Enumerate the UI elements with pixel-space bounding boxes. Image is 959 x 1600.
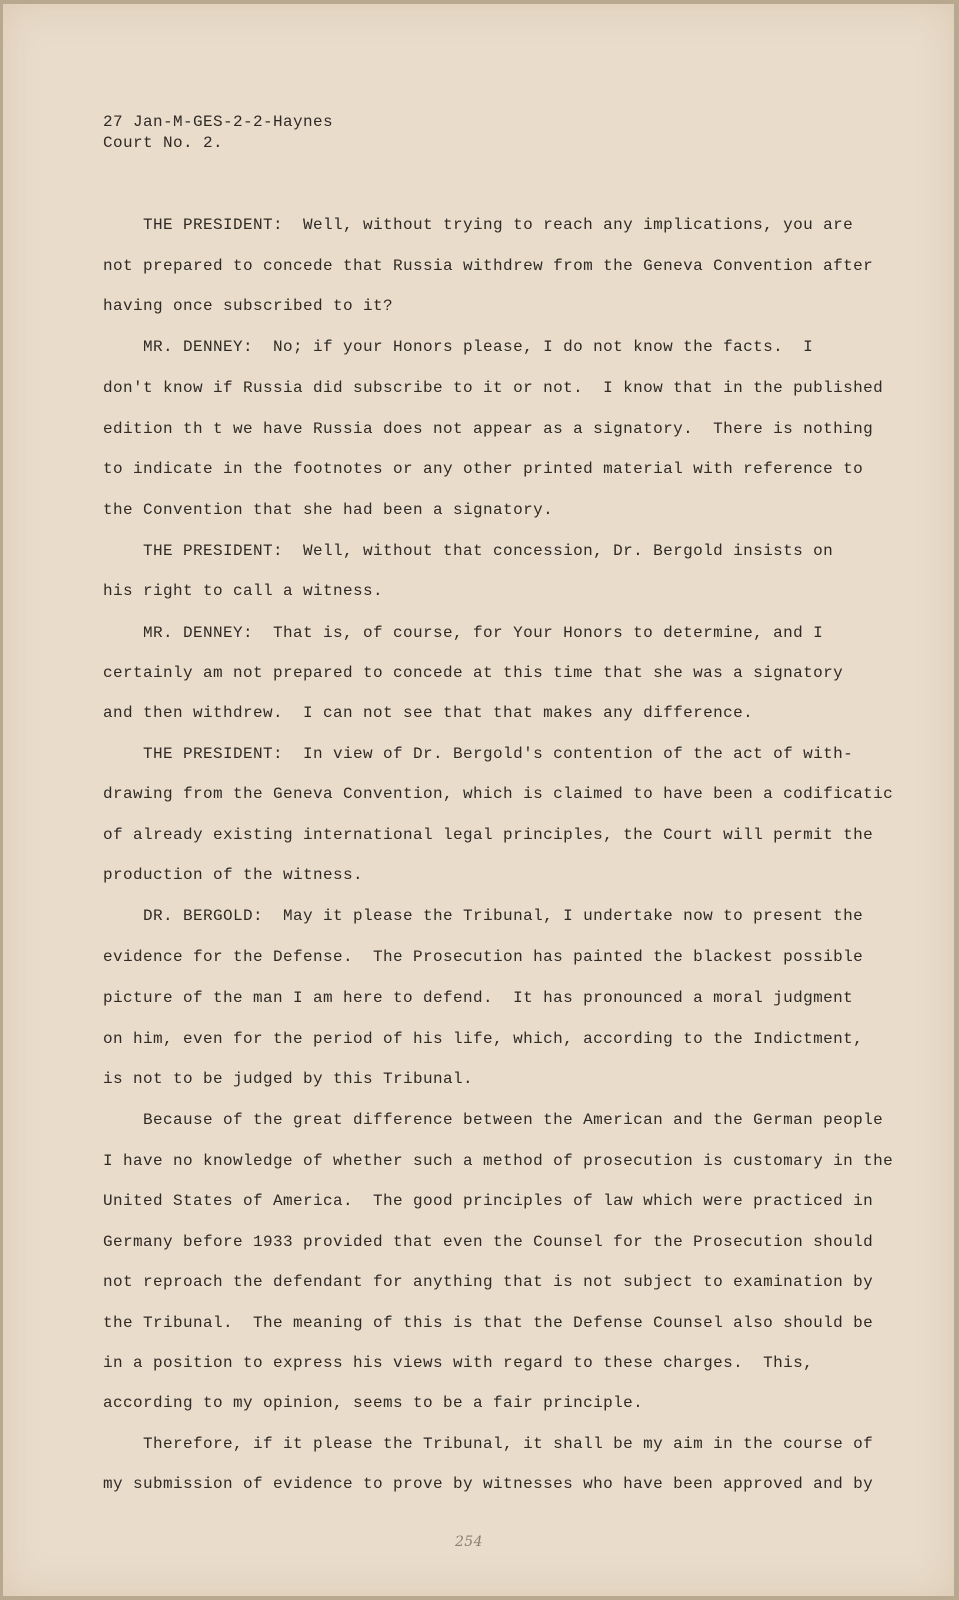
transcript-line: and then withdrew. I can not see that that makes any difference. (103, 704, 754, 722)
transcript-line: drawing from the Geneva Convention, which is claimed to have been a codificatic (103, 785, 894, 803)
transcript-line: is not to be judged by this Tribunal. (103, 1070, 474, 1088)
transcript-line: in a position to express his views with regard to these charges. This, (103, 1354, 814, 1372)
transcript-line: his right to call a witness. (103, 582, 384, 600)
transcript-line: THE PRESIDENT: Well, without that concession, Dr. Bergold insists on (103, 542, 834, 560)
transcript-line: the Convention that she had been a signatory. (103, 501, 554, 519)
transcript-line: of already existing international legal principles, the Court will permit the (103, 826, 874, 844)
transcript-line: picture of the man I am here to defend. It has pronounced a moral judgment (103, 989, 854, 1007)
transcript-line: evidence for the Defense. The Prosecution has painted the blackest possible (103, 948, 864, 966)
transcript-line: according to my opinion, seems to be a fair principle. (103, 1394, 644, 1412)
transcript-line: my submission of evidence to prove by witnesses who have been approved and by (103, 1475, 874, 1493)
transcript-line: having once subscribed to it? (103, 297, 394, 315)
transcript-line: THE PRESIDENT: In view of Dr. Bergold's contention of the act of with- (103, 745, 854, 763)
header-reference: 27 Jan-M-GES-2-2-Haynes (103, 113, 334, 131)
header-court: Court No. 2. (103, 134, 224, 152)
transcript-line: United States of America. The good principles of law which were practiced in (103, 1192, 874, 1210)
transcript-line: edition th t we have Russia does not appear as a signatory. There is nothing (103, 420, 874, 438)
document-page (3, 4, 954, 1596)
transcript-line: DR. BERGOLD: May it please the Tribunal, I undertake now to present the (103, 907, 864, 925)
page-number-mark: 254 (455, 1534, 483, 1550)
document-header (103, 112, 333, 154)
transcript-line: the Tribunal. The meaning of this is that the Defense Counsel also should be (103, 1314, 874, 1332)
transcript-line: production of the witness. (103, 866, 364, 884)
transcript-line: MR. DENNEY: No; if your Honors please, I do not know the facts. I (103, 338, 814, 356)
transcript-line: Because of the great difference between the American and the German people (103, 1111, 884, 1129)
transcript-line: THE PRESIDENT: Well, without trying to reach any implications, you are (103, 216, 854, 234)
transcript-line: to indicate in the footnotes or any other printed material with reference to (103, 460, 864, 478)
transcript-line: on him, even for the period of his life, which, according to the Indictment, (103, 1030, 864, 1048)
transcript-line: certainly am not prepared to concede at this time that she was a signatory (103, 664, 844, 682)
transcript-line: Germany before 1933 provided that even the Counsel for the Prosecution should (103, 1233, 874, 1251)
transcript-line: not reproach the defendant for anything that is not subject to examination by (103, 1273, 874, 1291)
transcript-line: MR. DENNEY: That is, of course, for Your Honors to determine, and I (103, 624, 824, 642)
transcript-line: not prepared to concede that Russia withdrew from the Geneva Convention after (103, 257, 874, 275)
transcript-line: I have no knowledge of whether such a method of prosecution is customary in the (103, 1152, 894, 1170)
transcript-line: Therefore, if it please the Tribunal, it shall be my aim in the course of (103, 1435, 874, 1453)
transcript-line: don't know if Russia did subscribe to it or not. I know that in the published (103, 379, 884, 397)
